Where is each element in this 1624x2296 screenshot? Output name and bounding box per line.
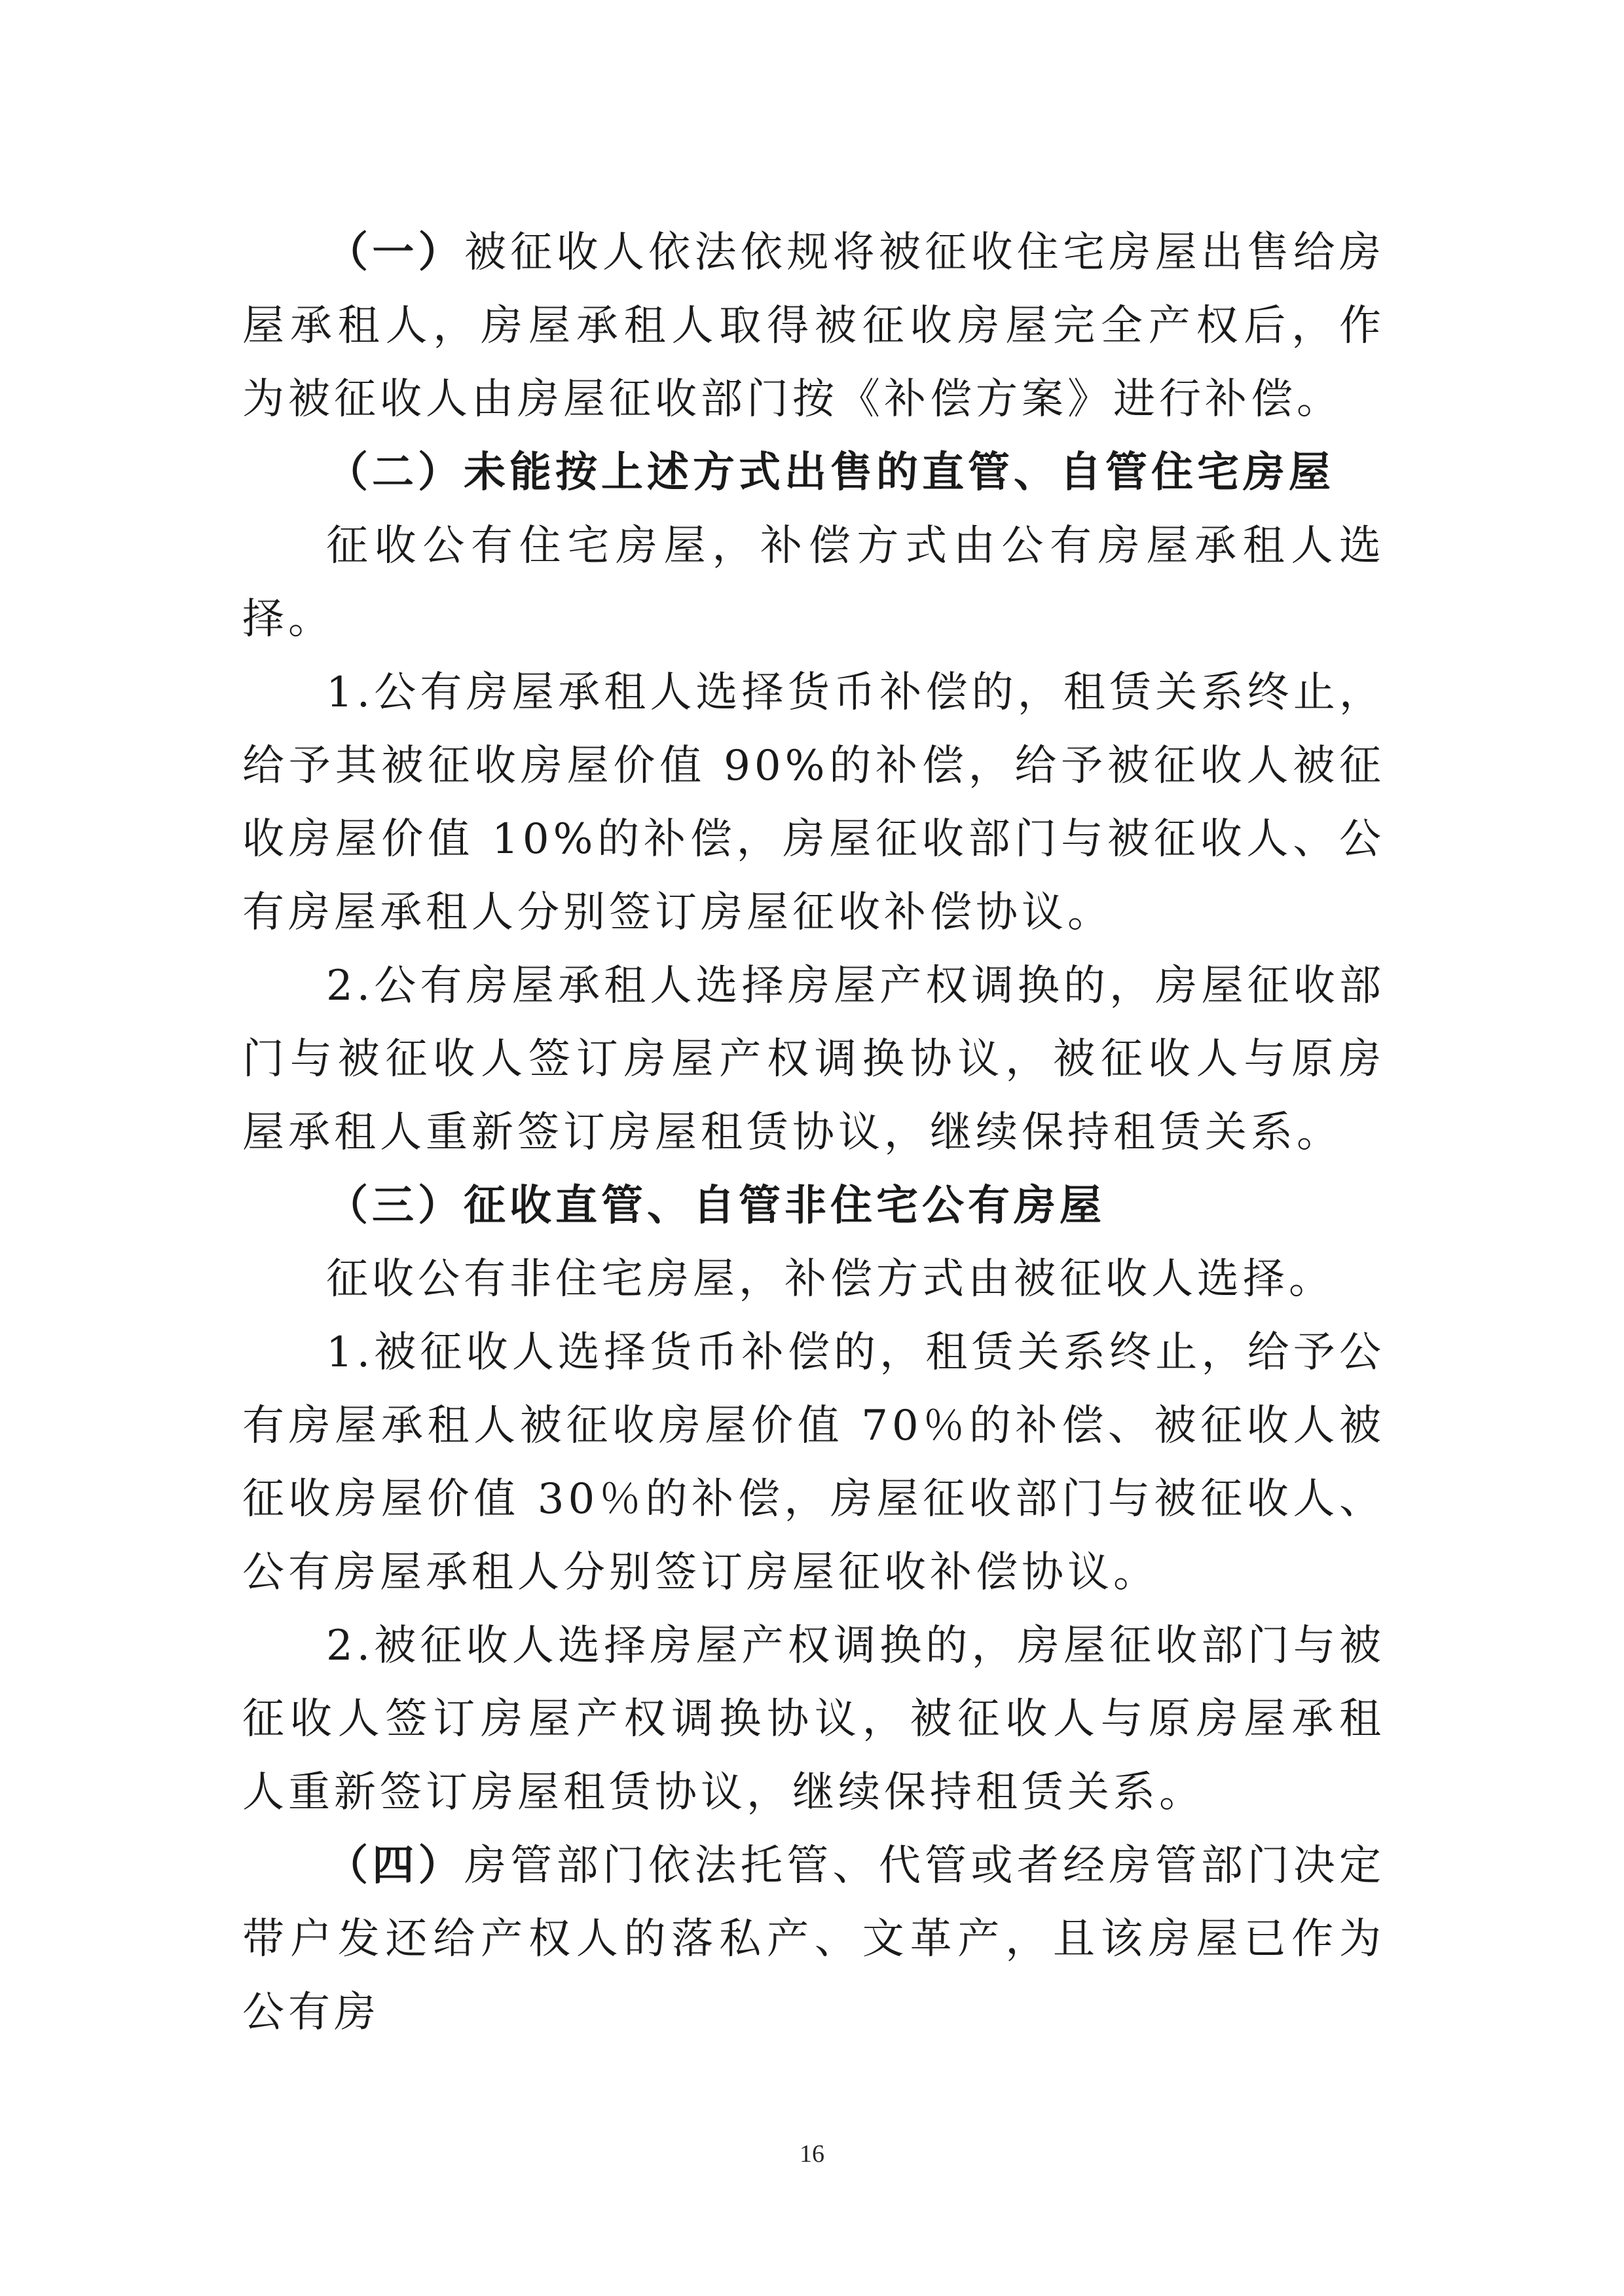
page-number: 16 — [800, 2140, 824, 2168]
body-text — [242, 216, 1385, 2049]
paragraph-item-3-2: 2.被征收人选择房屋产权调换的，房屋征收部门与被征收人签订房屋产权调换协议，被征收人与原房屋承租人重新签订房屋租赁协议，继续保持租赁关系。 — [242, 1622, 1385, 1817]
paragraph-item-2-1: 1.公有房屋承租人选择货币补偿的，租赁关系终止，给予其被征收房屋价值 90%的补偿，给予被征收人被征收房屋价值 10%的补偿，房屋征收部门与被征收人、公有房屋承租人分别签订房屋征收补偿协议。 — [242, 668, 1385, 937]
paragraph-section-4 — [242, 1829, 1385, 2049]
paragraph-intro-3: 征收公有非住宅房屋，补偿方式由被征收人选择。 — [326, 1255, 1335, 1303]
section-marker-4: （四） — [326, 1841, 464, 1890]
section-heading-3: （三）征收直管、自管非住宅公有房屋 — [326, 1181, 1105, 1230]
paragraph-intro-2: 征收公有住宅房屋，补偿方式由公有房屋承租人选择。 — [242, 522, 1385, 644]
paragraph-section-1 — [242, 216, 1385, 436]
paragraph-item-3-1: 1.被征收人选择货币补偿的，租赁关系终止，给予公有房屋承租人被征收房屋价值 70％的补偿、被征收人被征收房屋价值 30％的补偿，房屋征收部门与被征收人、公有房屋承租人分别签订房屋征收补偿协议。 — [242, 1328, 1385, 1597]
paragraph-text: 被征收人依法依规将被征收住宅房屋出售给房屋承租人，房屋承租人取得被征收房屋完全产权后，作为被征收人由房屋征收部门按《补偿方案》进行补偿。 — [242, 228, 1386, 424]
paragraph-item-2-2: 2.公有房屋承租人选择房屋产权调换的，房屋征收部门与被征收人签订房屋产权调换协议，被征收人与原房屋承租人重新签订房屋租赁协议，继续保持租赁关系。 — [242, 962, 1385, 1157]
section-heading-2: （二）未能按上述方式出售的直管、自管住宅房屋 — [326, 448, 1335, 497]
section-marker-1: （一） — [326, 228, 464, 277]
paragraph-text: 房管部门依法托管、代管或者经房管部门决定带户发还给产权人的落私产、文革产，且该房屋已作为公有房 — [242, 1842, 1386, 2037]
